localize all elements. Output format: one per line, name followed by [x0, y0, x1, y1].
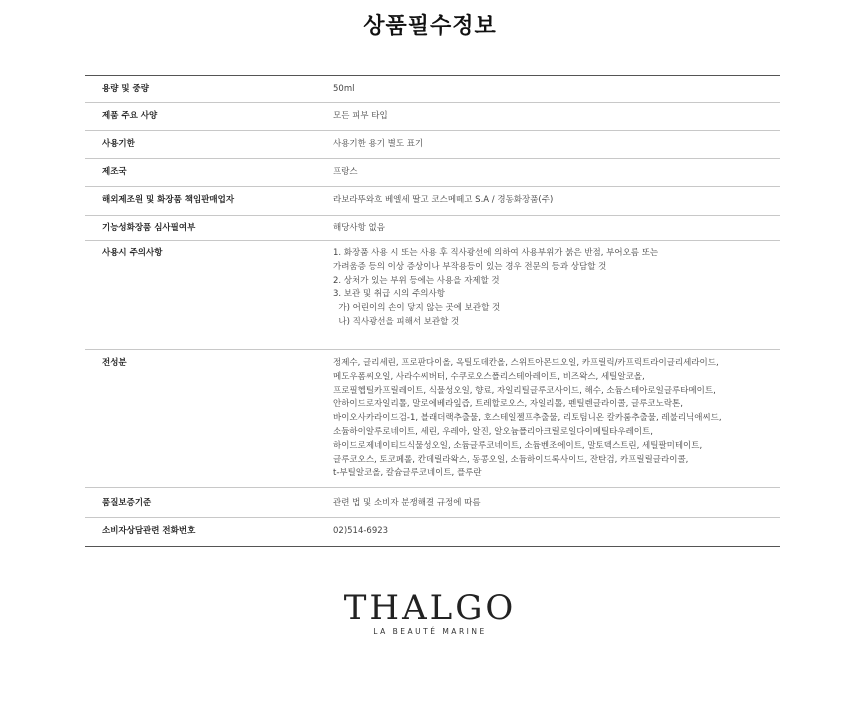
- row-label: 품질보증기준: [102, 498, 152, 508]
- row-label: 제품 주요 사양: [102, 111, 158, 121]
- table-row: [85, 103, 780, 131]
- row-value: 50ml: [333, 84, 355, 94]
- row-label: 소비자상담관련 전화번호: [102, 526, 196, 536]
- brand-logo-name: THALGO: [343, 588, 517, 628]
- row-label: 사용기한: [102, 139, 135, 149]
- brand-logo-tagline: LA BEAUTÉ MARINE: [373, 627, 487, 636]
- row-label: 사용시 주의사항: [102, 248, 163, 258]
- table-row: [85, 488, 780, 518]
- row-value: 프랑스: [333, 167, 358, 177]
- row-value: 해당사항 없음: [333, 223, 385, 233]
- page-title: 상품필수정보: [363, 14, 497, 39]
- row-label: 전성분: [102, 358, 127, 368]
- row-value: 02)514-6923: [333, 526, 389, 536]
- table-row: [85, 76, 780, 103]
- brand-logo: [0, 590, 860, 638]
- table-row: [85, 159, 780, 187]
- row-value: 사용기한 용기 별도 표기: [333, 139, 424, 149]
- table-row: [85, 216, 780, 241]
- row-value: 1. 화장품 사용 시 또는 사용 후 직사광선에 의하여 사용부위가 붉은 반점, 부어오름 또는 가려움증 등의 이상 증상이나 부작용등이 있는 경우 전문의 등과 상담할 것 2. 상처가 있는 부위 등에는 사용을 자제할 것 3. 보관 및 취급 시의 주의사항 가) 어린이의 손이 닿지 않는 곳에 보관할 것 나) 직사광선을 피해서 보관할 것: [333, 248, 659, 327]
- row-value: 관련 법 및 소비자 분쟁해결 규정에 따름: [333, 498, 481, 508]
- row-value: 모든 피부 타입: [333, 111, 388, 121]
- product-info-table: [85, 75, 780, 547]
- table-row: [85, 241, 780, 350]
- row-label: 해외제조원 및 화장품 책임판매업자: [102, 195, 235, 205]
- row-value: 정제수, 글리세린, 프로판다이올, 옥틸도데칸올, 스위트아몬드오일, 카프릴릭/카프릭트라이글리세라이드, 메도우폼씨오일, 사라수씨버터, 수쿠로오스폴리스테아레이트, 비즈왁스, 세틸알코올, 프로필헵틸카프릴레이트, 식물성오일, 향료, 자일리틸글루코사이드, 해수, 소듐스테아로일글루타메이트, 안하이드로자일리톨, 말로에베라잎즙, 트레할로오스, 자일리톨, 펜틸렌글라이콜, 글루코노락톤, 바이오사카라이드검-1, 블래더랙추출물, 호스테일젤프추출물, 리토팀니온 칼카룸추출물, 레불리닉애씨드, 소듐하이알루로네이트, 세린, 우레아, 알진, 알오늄폴리아크릴로일다이메틸타우레이트, 하이드로제네이티드식물성오일, 소듐글루코네이트, 소듐벤조에이트, 말토덱스트린, 세틸팔미테이트, 글루코오스, 토코페롤, 칸데릴라왁스, 동콩오일, 소듐하이드록사이드, 잔탄검, 카프릴릴글라이콜, t-부틸알코올, 칼슘글루코네이트, 플루란: [333, 358, 722, 479]
- table-row: [85, 131, 780, 159]
- table-row: [85, 187, 780, 216]
- row-value: 라보라뚜와흐 베엘세 딸고 코스메떼고 S.A / 경동화장품(주): [333, 195, 554, 205]
- row-label: 용량 및 중량: [102, 84, 149, 94]
- row-label: 제조국: [102, 167, 127, 177]
- table-row: [85, 350, 780, 488]
- table-row: [85, 518, 780, 547]
- row-label: 기능성화장품 심사필여부: [102, 223, 196, 233]
